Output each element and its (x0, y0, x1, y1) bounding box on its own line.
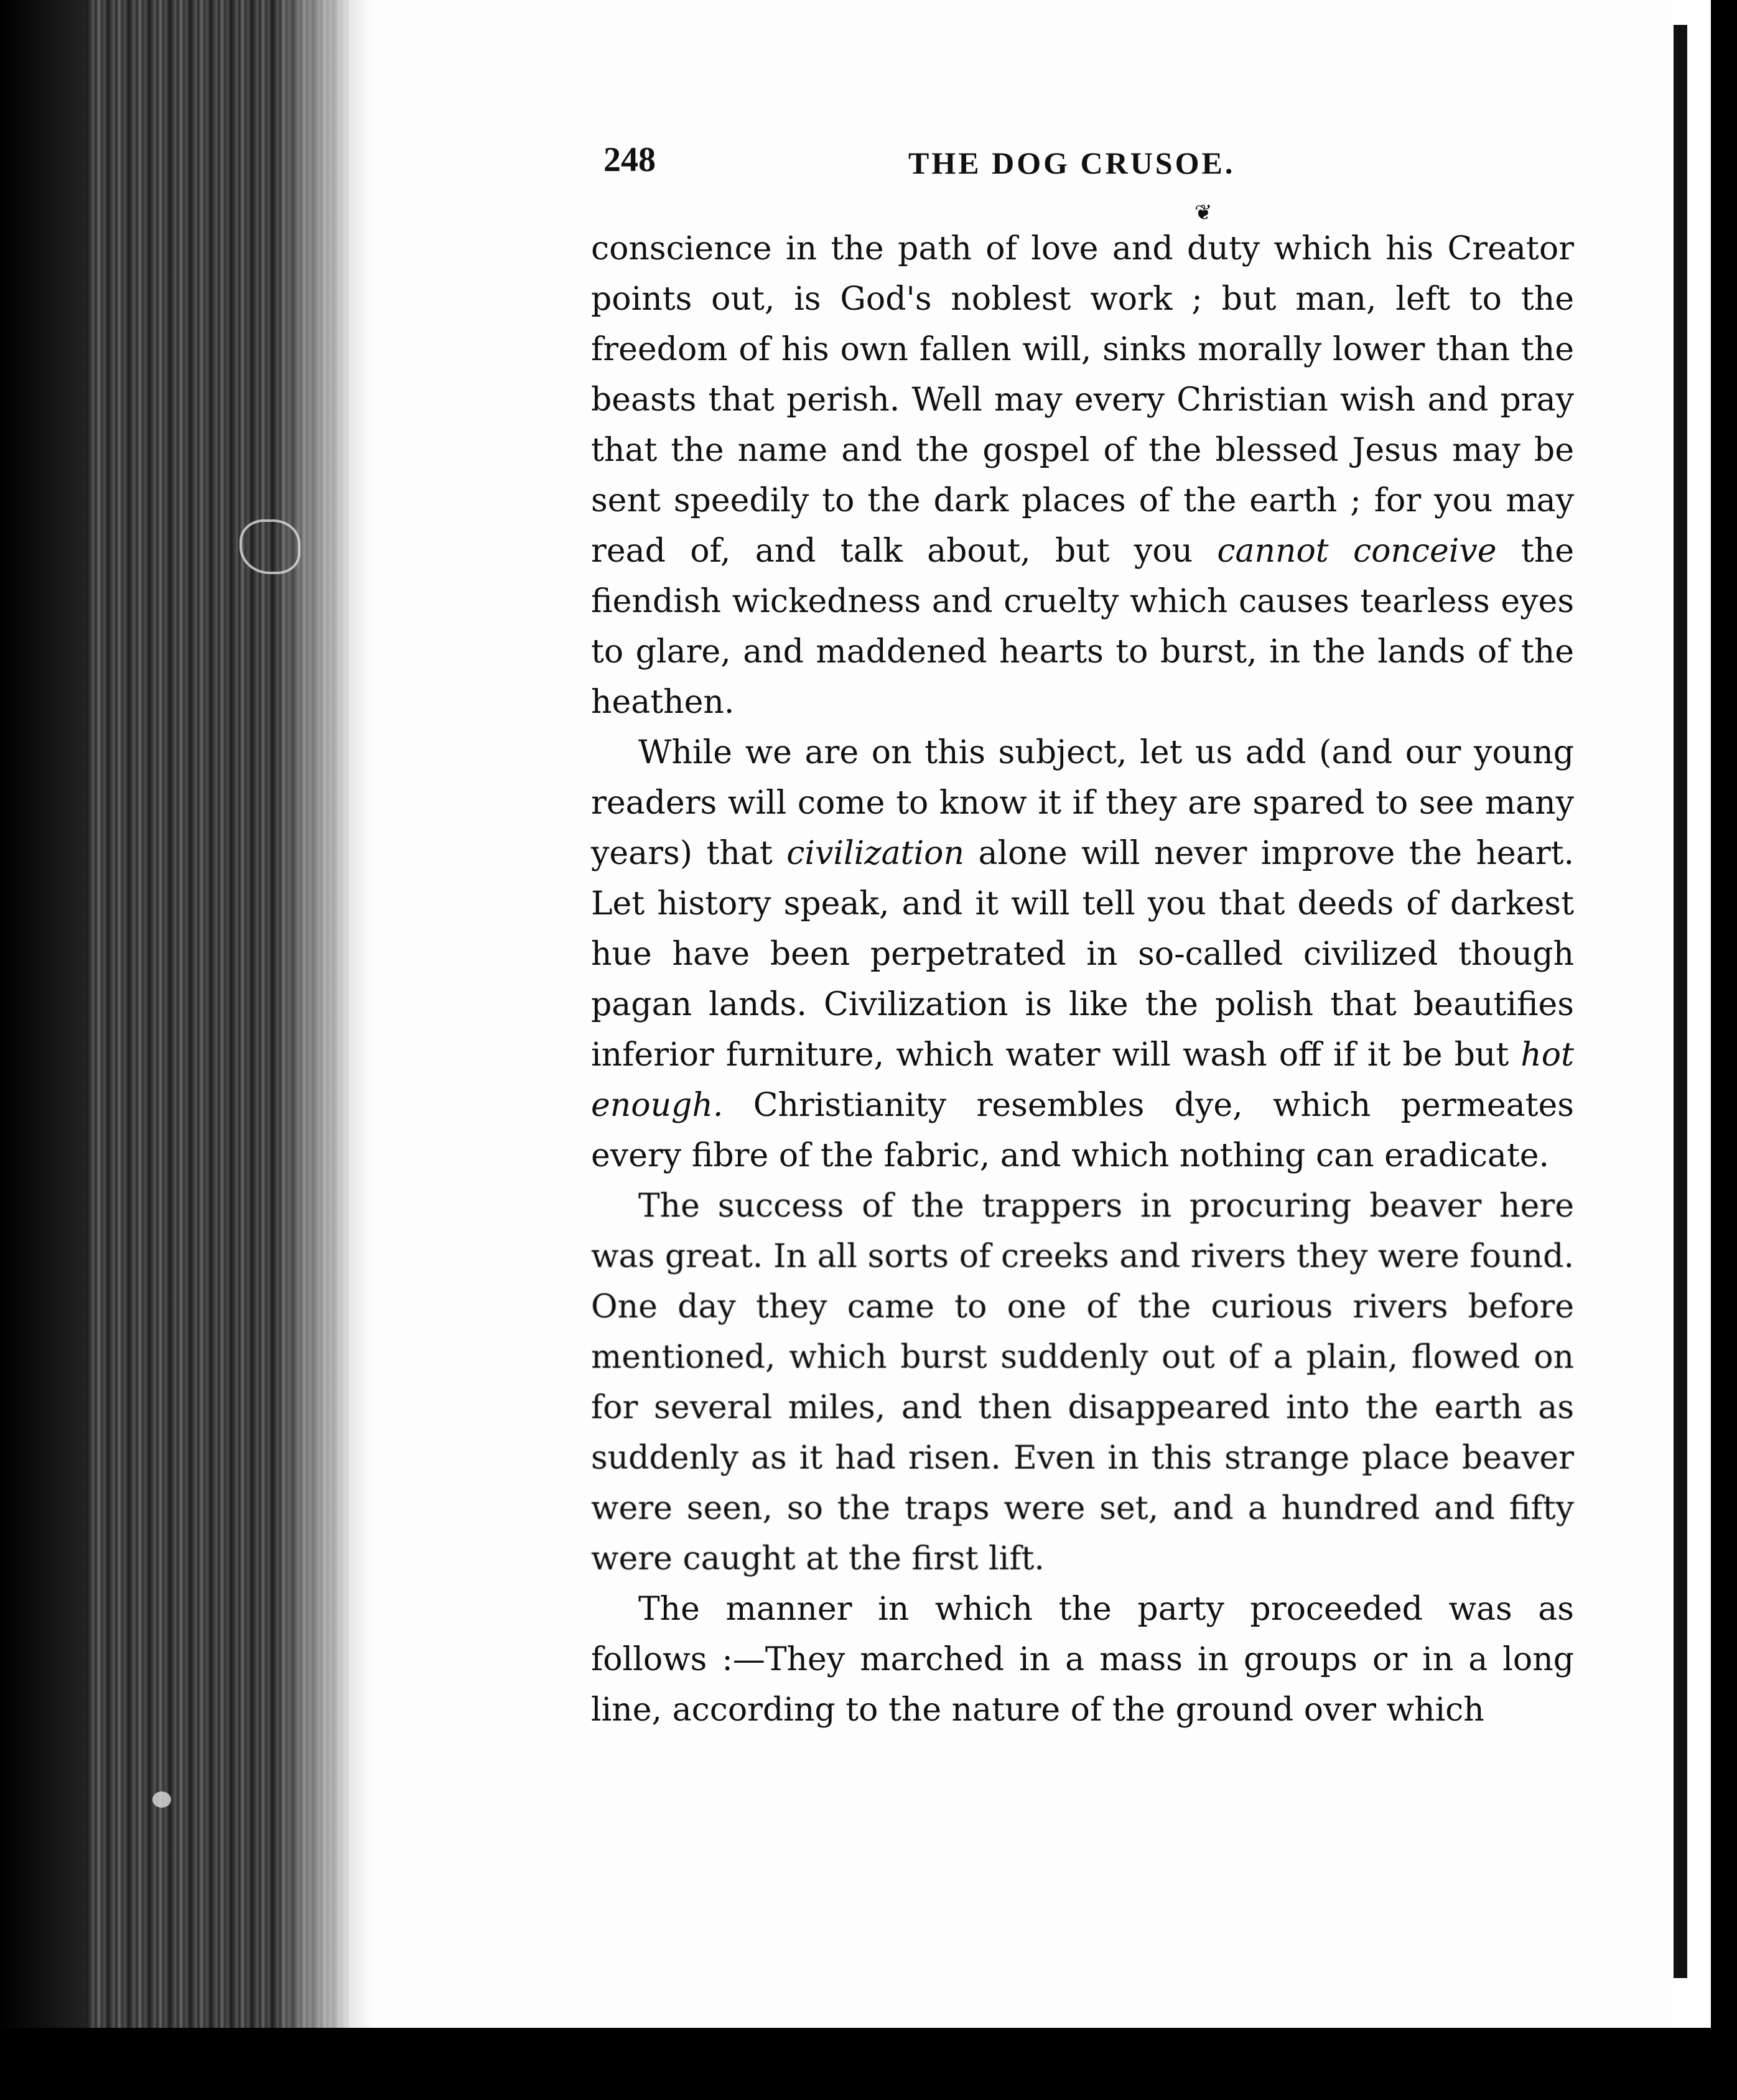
paragraph-3: The success of the trappers in procuring beaver here was great. In all sorts of creeks and rivers they were found. One day they came to one of the curious rivers before mentioned, which burst suddenly out of a plain, flowed on for several miles, and then disappeared into the earth as suddenly as it had risen. Even in this strange place beaver were seen, so the traps were set, and a hundred and fifty were caught at the first lift. (591, 1187, 1574, 1577)
book-page-edges (87, 0, 348, 2100)
paragraph-1: conscience in the path of love and duty which his Creator points out, is God's noblest work ; but man, left to the freedom of his own fallen will, sinks morally lower than the beasts that perish. Well may every Christian wish and pray that the name and the gospel of the blessed Jesus may be sent speedily to the dark places of the earth ; for you may read of, and talk about, but you cannot conceive the fiendish wickedness and cruelty which causes tearless eyes to glare, and maddened hearts to burst, in the lands of the heathen. (591, 230, 1574, 721)
page-number: 248 (603, 141, 656, 179)
page-header (603, 140, 1574, 196)
page-edge-spot (152, 1791, 171, 1808)
scanner-border-right (1674, 0, 1737, 2100)
ornament-mark: ❦ (1194, 200, 1213, 225)
page-edge-blemish (240, 519, 300, 574)
running-head: THE DOG CRUSOE. (908, 146, 1236, 180)
body-text (591, 224, 1574, 1735)
paragraph-2: While we are on this subject, let us add (and our young readers will come to know it if they are spared to see many years) that civilization alone will never improve the heart. Let history speak, and it will tell you that deeds of darkest hue have been perpetrated in so-called civilized though pagan lands. Civilization is like the polish that beautifies inferior furniture, which water will wash off if it be but hot enough. Christianity resembles dye, which permeates every fibre of the fabric, and which nothing can eradicate. (591, 734, 1574, 1174)
scanner-border-bottom (0, 2028, 1737, 2100)
paragraph-4: The manner in which the party proceeded was as follows :—They marched in a mass in groups or in a long line, according to the nature of the ground over which (591, 1591, 1574, 1729)
